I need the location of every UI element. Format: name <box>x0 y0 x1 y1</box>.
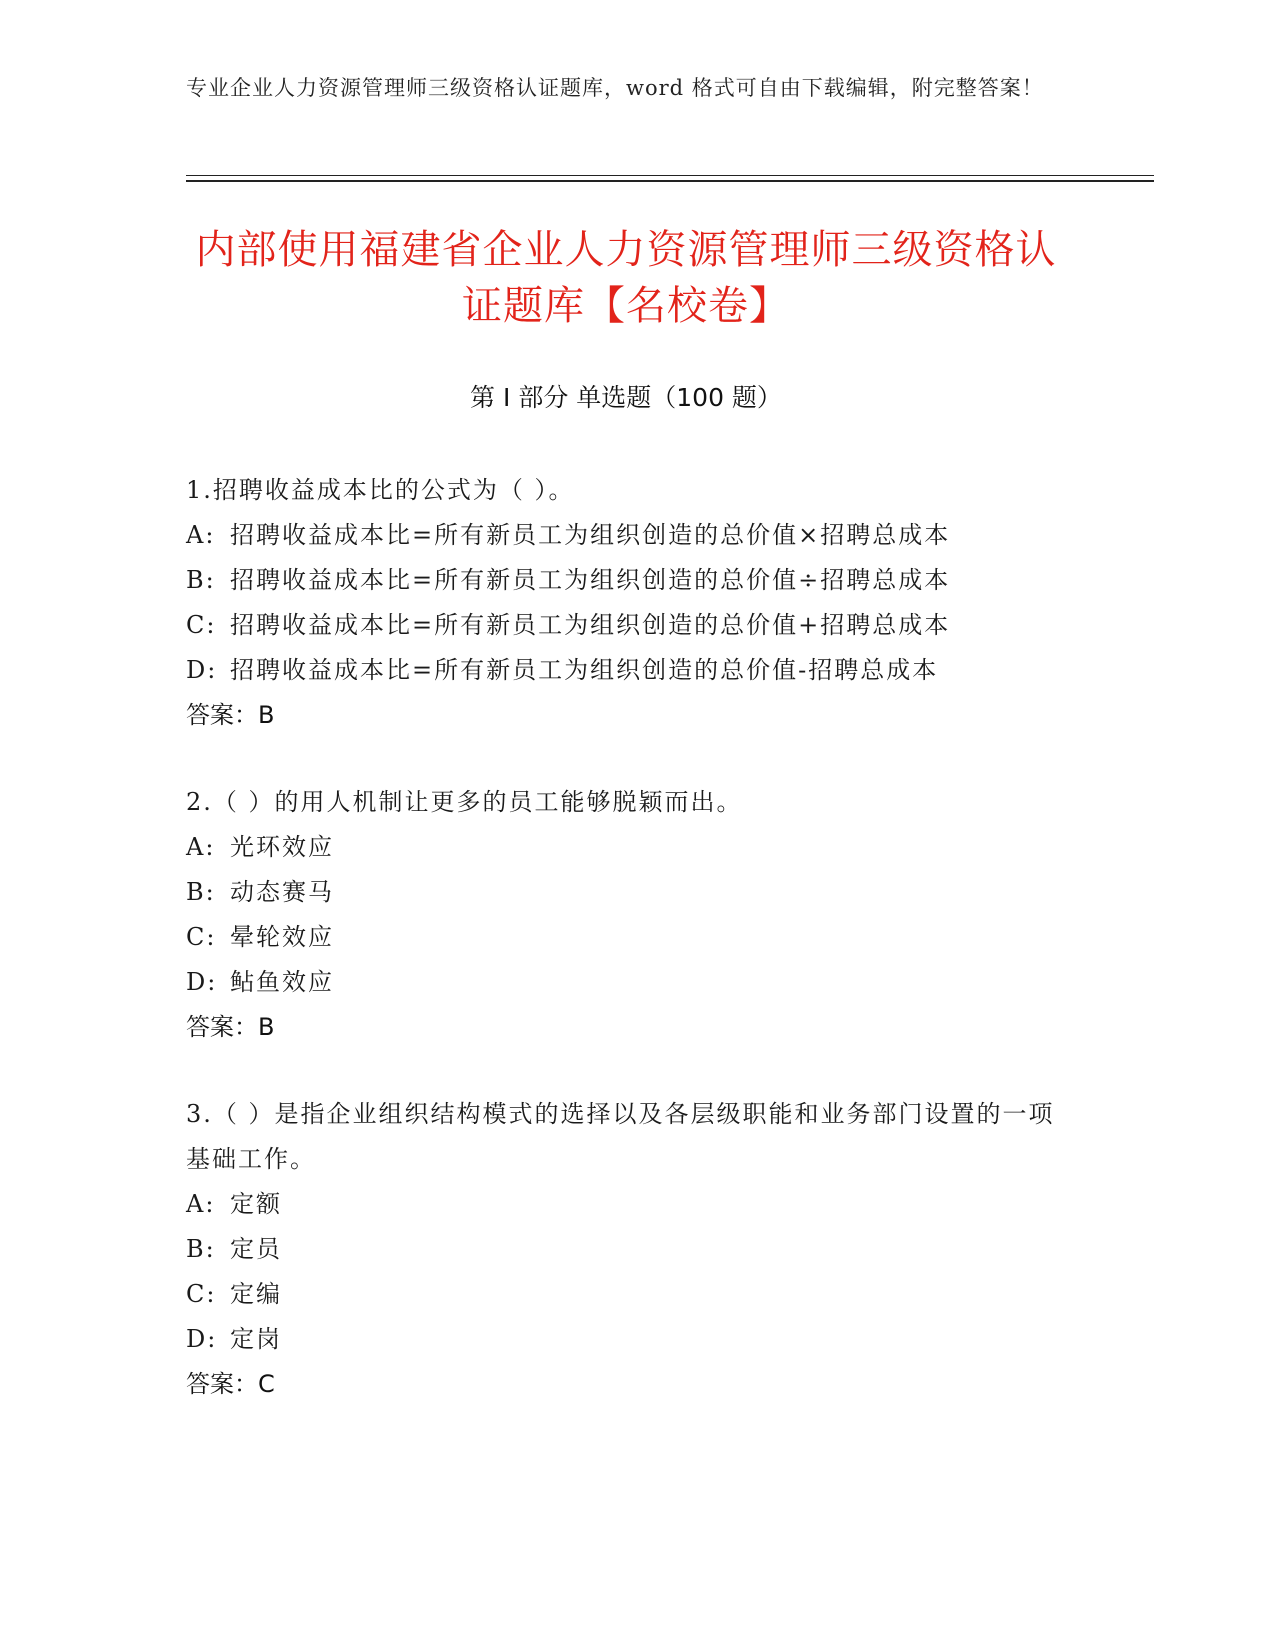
option-key: C: <box>186 923 217 951</box>
document-title: 内部使用福建省企业人力资源管理师三级资格认证题库【名校卷】 <box>195 227 1057 329</box>
option-text: 招聘收益成本比=所有新员工为组织创造的总价值×招聘总成本 <box>230 521 951 549</box>
option-c <box>186 915 1066 960</box>
option-text: 招聘收益成本比=所有新员工为组织创造的总价值+招聘总成本 <box>230 611 951 639</box>
option-key: D: <box>186 1325 218 1353</box>
option-a <box>186 825 1066 870</box>
option-key: D: <box>186 968 218 996</box>
option-a <box>186 513 1066 558</box>
option-key: B: <box>186 566 216 594</box>
option-b <box>186 558 1066 603</box>
question-stem: 3.（ ）是指企业组织结构模式的选择以及各层级职能和业务部门设置的一项基础工作。 <box>186 1100 1055 1173</box>
option-d <box>186 960 1066 1005</box>
option-key: A: <box>186 833 216 861</box>
option-text: 光环效应 <box>230 833 334 861</box>
answer-line: 答案：C <box>186 1370 275 1398</box>
option-key: A: <box>186 1190 216 1218</box>
option-d <box>186 648 1066 693</box>
option-text: 定额 <box>230 1190 282 1218</box>
question-stem: 2.（ ）的用人机制让更多的员工能够脱颖而出。 <box>186 788 743 816</box>
option-b <box>186 1227 1066 1272</box>
header-divider-thin <box>186 175 1154 176</box>
header-note: 专业企业人力资源管理师三级资格认证题库，word 格式可自由下载编辑，附完整答案！ <box>186 76 1044 100</box>
answer-line: 答案：B <box>186 701 275 729</box>
option-text: 晕轮效应 <box>230 923 334 951</box>
option-key: C: <box>186 611 217 639</box>
option-text: 定岗 <box>230 1325 282 1353</box>
option-key: D: <box>186 656 218 684</box>
option-text: 鲇鱼效应 <box>230 968 334 996</box>
option-text: 招聘收益成本比=所有新员工为组织创造的总价值-招聘总成本 <box>230 656 939 684</box>
option-c <box>186 603 1066 648</box>
option-key: B: <box>186 878 216 906</box>
option-text: 招聘收益成本比=所有新员工为组织创造的总价值÷招聘总成本 <box>230 566 951 594</box>
question-list <box>186 468 1066 1449</box>
option-d <box>186 1317 1066 1362</box>
question-stem: 1.招聘收益成本比的公式为（ ）。 <box>186 476 575 504</box>
option-text: 定编 <box>230 1280 282 1308</box>
option-key: B: <box>186 1235 216 1263</box>
option-c <box>186 1272 1066 1317</box>
option-key: C: <box>186 1280 217 1308</box>
section-heading: 第 I 部分 单选题（100 题） <box>470 383 782 412</box>
header-divider-thick <box>186 180 1154 182</box>
option-b <box>186 870 1066 915</box>
question-3 <box>186 1092 1066 1407</box>
option-a <box>186 1182 1066 1227</box>
option-text: 动态赛马 <box>230 878 334 906</box>
question-2 <box>186 780 1066 1050</box>
question-1 <box>186 468 1066 738</box>
answer-line: 答案：B <box>186 1013 275 1041</box>
option-text: 定员 <box>230 1235 282 1263</box>
option-key: A: <box>186 521 216 549</box>
